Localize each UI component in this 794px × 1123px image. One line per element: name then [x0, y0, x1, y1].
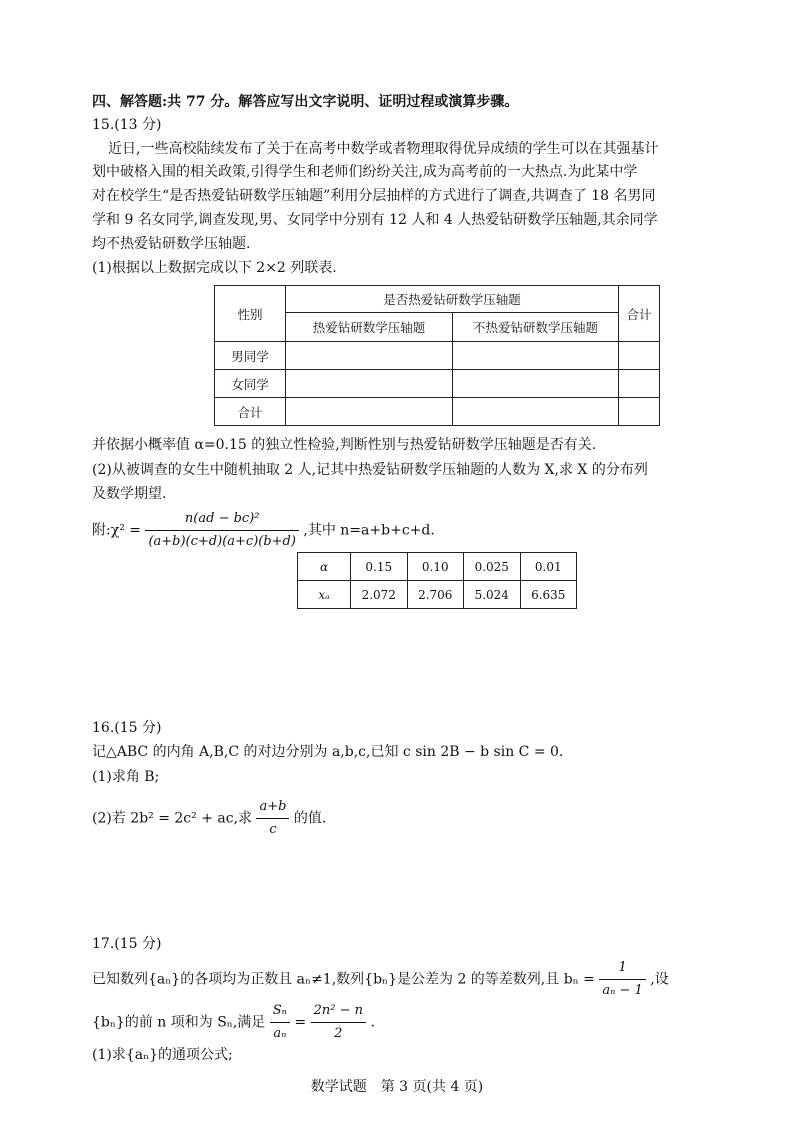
table-cell — [619, 370, 660, 398]
chi-square-formula — [92, 508, 435, 553]
q16-frac-den: c — [256, 818, 289, 841]
q17-stem-b-suffix: . — [370, 1014, 375, 1031]
x-alpha-value: 2.072 — [351, 581, 408, 609]
th-total: 合计 — [619, 286, 660, 342]
q17-stem-b — [92, 1000, 375, 1045]
q15-header: 15.(13 分) — [92, 117, 162, 133]
q16-part2-prefix: (2)若 2b² = 2c² + ac,求 — [92, 810, 253, 827]
q16-part2 — [92, 796, 326, 841]
sn-den: aₙ — [270, 1022, 290, 1045]
alpha-value: 0.025 — [464, 553, 521, 581]
table-cell — [453, 370, 619, 398]
section-heading: 四、解答题:共 77 分。解答应写出文字说明、证明过程或演算步骤。 — [92, 94, 519, 110]
bn-fraction — [599, 957, 645, 1002]
q15-para-line-4: 学和 9 名女同学,调查发现,男、女同学中分别有 12 人和 4 人热爱钻研数学压轴题,其余同学 — [92, 212, 658, 228]
table-cell — [453, 342, 619, 370]
q17-stem-a-text: 已知数列{aₙ}的各项均为正数且 aₙ≠1,数列{bₙ}是公差为 2 的等差数列,且 bₙ = — [92, 971, 595, 988]
q16-fraction — [256, 796, 289, 841]
table-cell — [286, 398, 453, 426]
q16-stem: 记△ABC 的内角 A,B,C 的对边分别为 a,b,c,已知 c sin 2B − b sin C = 0. — [92, 744, 564, 760]
q15-after-table: 并依据小概率值 α=0.15 的独立性检验,判断性别与热爱钻研数学压轴题是否有关. — [92, 437, 597, 453]
table-cell — [619, 398, 660, 426]
x-alpha-value: 6.635 — [520, 581, 577, 609]
x-alpha-label: xₐ — [298, 581, 351, 609]
q17-part1: (1)求{aₙ}的通项公式; — [92, 1047, 233, 1063]
q17-stem-a-suffix: ,设 — [650, 971, 669, 988]
formula-numerator: n(ad − bc)² — [184, 511, 260, 526]
table-cell — [619, 342, 660, 370]
table-cell — [453, 398, 619, 426]
contingency-table — [214, 285, 660, 426]
critical-value-table — [297, 552, 577, 609]
page-footer: 数学试题 第 3 页(共 4 页) — [310, 1079, 484, 1095]
formula-prefix: 附:χ² = — [92, 522, 141, 539]
row-label-total: 合计 — [215, 398, 286, 426]
table-cell — [286, 370, 453, 398]
bn-num: 1 — [618, 960, 627, 975]
rhs-den: 2 — [311, 1022, 366, 1045]
th-group: 是否热爱钻研数学压轴题 — [286, 286, 619, 313]
rhs-num: 2n² − n — [313, 1003, 363, 1018]
formula-fraction — [145, 508, 299, 553]
alpha-value: 0.10 — [407, 553, 464, 581]
q16-frac-num: a+b — [259, 799, 287, 814]
q15-part2-b: 及数学期望. — [92, 486, 167, 502]
table-cell — [286, 342, 453, 370]
q15-para-line-5: 均不热爱钻研数学压轴题. — [92, 236, 251, 252]
row-label-male: 男同学 — [215, 342, 286, 370]
x-alpha-value: 5.024 — [464, 581, 521, 609]
x-alpha-value: 2.706 — [407, 581, 464, 609]
q17-stem-b-prefix: {bₙ}的前 n 项和为 Sₙ,满足 — [92, 1014, 266, 1031]
alpha-label: α — [298, 553, 351, 581]
th-gender: 性别 — [215, 286, 286, 342]
th-col-not-enjoy: 不热爱钻研数学压轴题 — [453, 313, 619, 342]
q17-stem-a — [92, 957, 669, 1002]
equals-sign: = — [294, 1014, 307, 1031]
q16-part2-suffix: 的值. — [293, 810, 327, 827]
row-label-female: 女同学 — [215, 370, 286, 398]
q15-para-line-2: 划中破格入围的相关政策,引得学生和老师们纷纷关注,成为高考前的一大热点.为此某中学 — [92, 164, 638, 180]
sn-fraction — [270, 1000, 290, 1045]
q15-part2-a: (2)从被调查的女生中随机抽取 2 人,记其中热爱钻研数学压轴题的人数为 X,求 X 的分布列 — [92, 462, 648, 478]
q15-para-line-1: 近日,一些高校陆续发布了关于在高考中数学或者物理取得优异成绩的学生可以在其强基计 — [108, 141, 659, 157]
q17-header: 17.(15 分) — [92, 936, 162, 952]
q16-header: 16.(15 分) — [92, 720, 162, 736]
alpha-value: 0.01 — [520, 553, 577, 581]
sn-num: Sₙ — [272, 1003, 287, 1018]
bn-den: aₙ − 1 — [599, 979, 645, 1002]
formula-suffix: ,其中 n=a+b+c+d. — [303, 522, 435, 539]
q15-para-line-3: 对在校学生“是否热爱钻研数学压轴题”利用分层抽样的方式进行了调查,共调查了 18 名男同 — [92, 188, 656, 204]
formula-denominator: (a+b)(c+d)(a+c)(b+d) — [145, 530, 299, 553]
alpha-value: 0.15 — [351, 553, 408, 581]
q16-part1: (1)求角 B; — [92, 769, 160, 785]
th-col-enjoy: 热爱钻研数学压轴题 — [286, 313, 453, 342]
q15-part1: (1)根据以上数据完成以下 2×2 列联表. — [92, 260, 337, 276]
rhs-fraction — [311, 1000, 366, 1045]
